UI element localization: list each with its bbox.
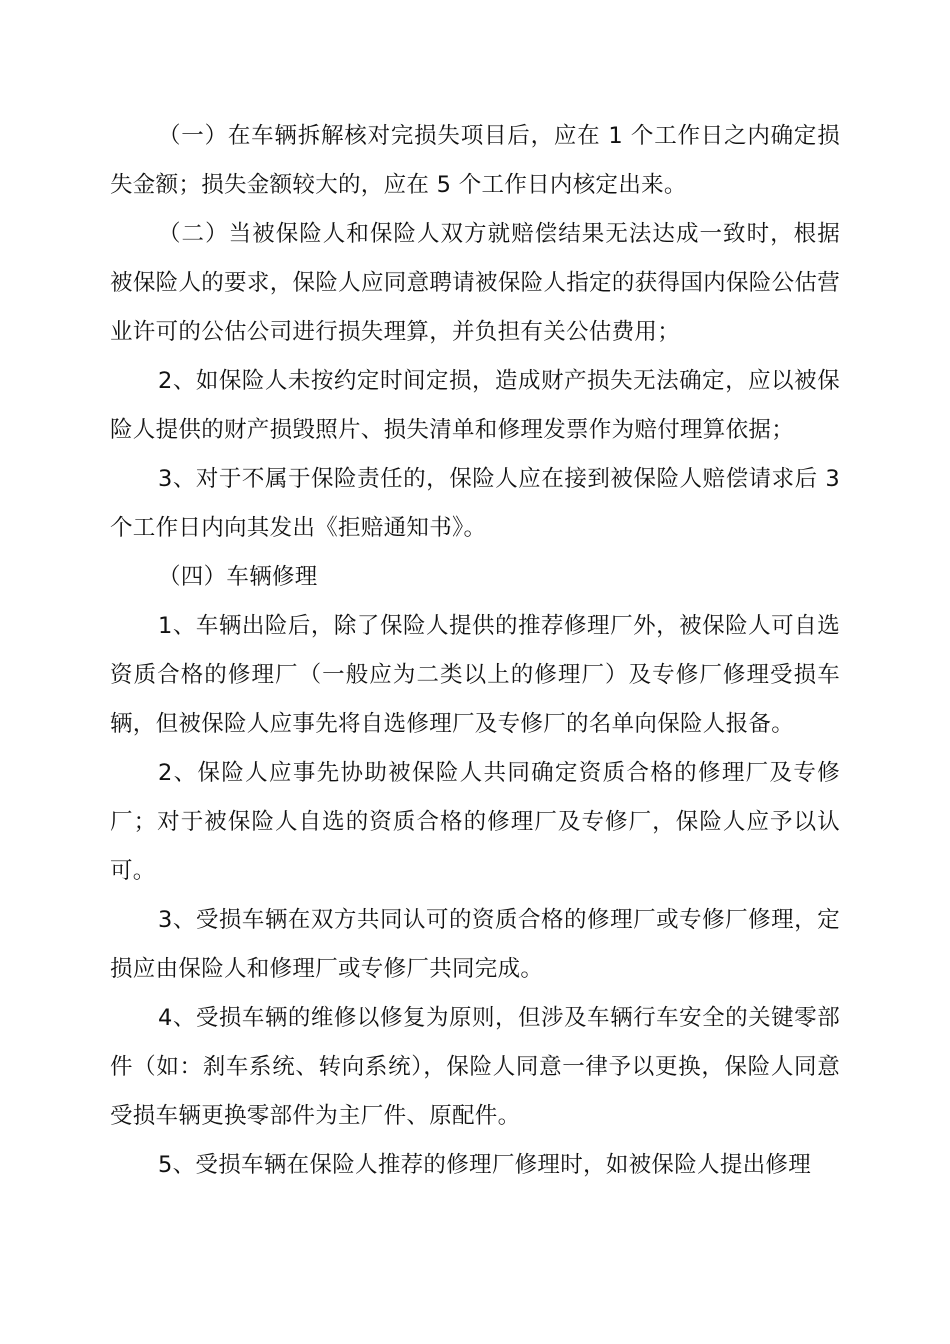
paragraph-repair-shop-choice: 1、车辆出险后，除了保险人提供的推荐修理厂外，被保险人可自选资质合格的修理厂（一般应为二类以上的修理厂）及专修厂修理受损车辆，但被保险人应事先将自选修理厂及专修厂的名单向保险人报备。: [110, 613, 840, 737]
paragraph-shop-qualification: 2、保险人应事先协助被保险人共同确定资质合格的修理厂及专修厂；对于被保险人自选的资质合格的修理厂及专修厂，保险人应予以认可。: [110, 760, 840, 884]
document-body: [110, 112, 840, 1190]
paragraph-dispute-appraisal: （二）当被保险人和保险人双方就赔偿结果无法达成一致时，根据被保险人的要求，保险人应同意聘请被保险人指定的获得国内保险公估营业许可的公估公司进行损失理算，并负担有关公估费用；: [110, 221, 840, 345]
paragraph-rejection-notice: 3、对于不属于保险责任的，保险人应在接到被保险人赔偿请求后 3 个工作日内向其发出《拒赔通知书》。: [110, 466, 840, 541]
section-heading-vehicle-repair: （四）车辆修理: [158, 564, 318, 590]
paragraph-recommended-shop: 5、受损车辆在保险人推荐的修理厂修理时，如被保险人提出修理: [158, 1152, 812, 1178]
paragraph-joint-assessment: 3、受损车辆在双方共同认可的资质合格的修理厂或专修厂修理，定损应由保险人和修理厂或专修厂共同完成。: [110, 907, 840, 982]
paragraph-photo-evidence: 2、如保险人未按约定时间定损，造成财产损失无法确定，应以被保险人提供的财产损毁照片、损失清单和修理发票作为赔付理算依据；: [110, 368, 840, 443]
paragraph-loss-amount-deadline: （一）在车辆拆解核对完损失项目后，应在 1 个工作日之内确定损失金额；损失金额较大的，应在 5 个工作日内核定出来。: [110, 123, 840, 198]
paragraph-parts-replacement: 4、受损车辆的维修以修复为原则，但涉及车辆行车安全的关键零部件（如：刹车系统、转向系统），保险人同意一律予以更换，保险人同意受损车辆更换零部件为主厂件、原配件。: [110, 1005, 840, 1129]
